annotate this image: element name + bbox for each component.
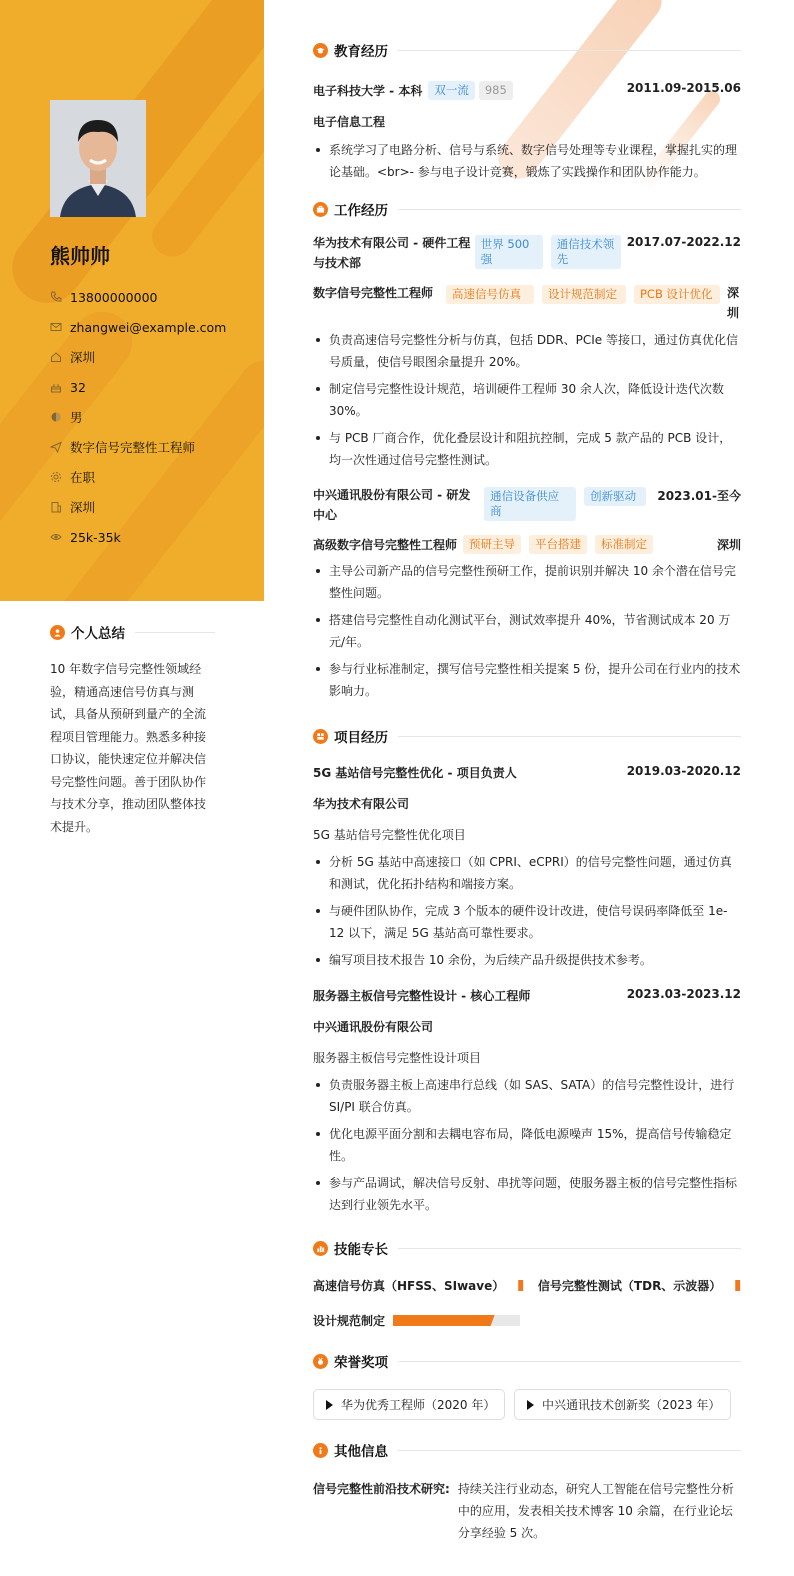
gender-text: 男 — [70, 410, 83, 425]
info-age — [50, 372, 226, 402]
project-bullets — [313, 1074, 741, 1216]
graduation-cap-icon — [313, 43, 328, 58]
list-item: 编写项目技术报告 10 余份，为后续产品升级提供技术参考。 — [313, 949, 741, 971]
info-location — [50, 342, 226, 372]
job-role-row — [313, 535, 741, 554]
contact-info-list — [50, 282, 226, 552]
other-label: 信号完整性前沿技术研究: — [313, 1482, 450, 1496]
skill-name: 信号完整性测试（TDR、示波器） — [537, 1279, 722, 1293]
company-name: 中兴通讯股份有限公司 - 研发中心 — [313, 488, 471, 522]
list-item: 主导公司新产品的信号完整性预研工作，提前识别并解决 10 余个潜在信号完整性问题。 — [313, 560, 741, 604]
job-role: 高级数字信号完整性工程师 — [313, 538, 458, 552]
main-content — [313, 40, 741, 1544]
project-bullets — [313, 851, 741, 971]
other-text: 持续关注行业动态，研究人工智能在信号完整性分析中的应用，发表相关技术博客 10 余篇，在行业论坛分享经验 5 次。 — [457, 1482, 734, 1540]
job-header — [313, 233, 741, 273]
home-icon — [50, 351, 62, 363]
info-target-city — [50, 492, 226, 522]
education-date: 2011.09-2015.06 — [626, 81, 741, 95]
honors-list — [313, 1389, 741, 1420]
job-bullets — [313, 560, 741, 702]
projects-section — [313, 726, 741, 1216]
other-section — [313, 1440, 741, 1544]
age-text: 32 — [70, 379, 86, 395]
job-bullets — [313, 329, 741, 471]
honor-item: 中兴通讯技术创新奖（2023 年） — [514, 1389, 731, 1420]
list-item: 分析 5G 基站中高速接口（如 CPRI、eCPRI）的信号完整性问题，通过仿真和测试，优化拓扑结构和端接方案。 — [313, 851, 741, 895]
list-item: 与硬件团队协作，完成 3 个版本的硬件设计改进，使信号误码率降低至 1e-12 以下，满足 5G 基站高可靠性要求。 — [313, 900, 741, 944]
gear-icon — [50, 471, 62, 483]
list-item: 搭建信号完整性自动化测试平台，测试效率提升 40%，节省测试成本 20 万元/年。 — [313, 609, 741, 653]
project-header — [313, 987, 741, 1004]
skill-level-bar — [393, 1315, 520, 1326]
skill-level-bar — [735, 1280, 741, 1291]
list-item: 优化电源平面分割和去耦电容布局，降低电源噪声 15%，提高信号传输稳定性。 — [313, 1123, 741, 1167]
job-date: 2023.01-至今 — [657, 489, 741, 503]
school-tag: 985 — [479, 81, 513, 100]
company-tag: 世界 500 强 — [475, 235, 543, 269]
list-item: 参与行业标准制定，撰写信号完整性相关提案 5 份，提升公司在行业内的技术影响力。 — [313, 658, 741, 702]
job-role-row — [313, 283, 741, 323]
project-icon — [313, 729, 328, 744]
skills-section — [313, 1238, 741, 1329]
project-name: 5G 基站信号完整性优化 - 项目负责人 — [313, 766, 517, 780]
candidate-name: 熊帅帅 — [50, 244, 110, 268]
honors-title: 荣誉奖项 — [313, 1351, 741, 1371]
position-text: 数字信号完整性工程师 — [70, 440, 196, 455]
job-city: 深圳 — [716, 538, 741, 552]
project-date: 2019.03-2020.12 — [626, 764, 741, 778]
sidebar-profile — [0, 0, 264, 601]
play-icon — [326, 1400, 333, 1410]
skill-fill — [393, 1315, 495, 1326]
skill-fill — [518, 1280, 523, 1291]
job-city: 深圳 — [727, 286, 740, 320]
education-bullets — [313, 139, 741, 183]
role-tag: PCB 设计优化 — [634, 285, 720, 304]
list-item: 与 PCB 厂商合作，优化叠层设计和阻抗控制，完成 5 款产品的 PCB 设计，均一次性通过信号完整性测试。 — [313, 427, 741, 471]
project-header — [313, 764, 741, 781]
list-item: 系统学习了电路分析、信号与系统、数字信号处理等专业课程，掌握扎实的理论基础。<br>- 参与电子设计竞赛，锻炼了实践操作和团队协作能力。 — [313, 139, 741, 183]
school-tag: 双一流 — [428, 81, 475, 100]
cake-icon — [50, 381, 62, 393]
info-status — [50, 462, 226, 492]
school-name: 电子科技大学 - 本科 — [313, 84, 423, 98]
eye-icon — [50, 531, 62, 543]
list-item: 制定信号完整性设计规范，培训硬件工程师 30 余人次，降低设计迭代次数 30%。 — [313, 378, 741, 422]
summary-section — [50, 622, 215, 838]
company-tag: 创新驱动 — [584, 487, 646, 506]
bar-chart-icon — [313, 1241, 328, 1256]
job-date: 2017.07-2022.12 — [626, 235, 741, 249]
target-city-text: 深圳 — [70, 500, 96, 515]
info-gender — [50, 402, 226, 432]
work-title: 工作经历 — [313, 199, 741, 219]
salary-text: 25k-35k — [70, 529, 121, 545]
projects-title: 项目经历 — [313, 726, 741, 746]
phone-text: 13800000000 — [70, 289, 158, 305]
info-email — [50, 312, 226, 342]
work-section — [313, 199, 741, 702]
company-tag: 通信技术领先 — [551, 235, 621, 269]
play-icon — [527, 1400, 534, 1410]
email-text: zhangwei@example.com — [70, 319, 227, 335]
gender-icon — [50, 411, 62, 423]
project-name: 服务器主板信号完整性设计 - 核心工程师 — [313, 989, 531, 1003]
other-row — [313, 1478, 741, 1544]
honor-item: 华为优秀工程师（2020 年） — [313, 1389, 505, 1420]
role-tag: 平台搭建 — [529, 535, 587, 554]
mail-icon — [50, 321, 62, 333]
list-item: 参与产品调试，解决信号反射、串扰等问题，使服务器主板的信号完整性指标达到行业领先水平。 — [313, 1172, 741, 1216]
role-tag: 高速信号仿真 — [446, 285, 534, 304]
building-icon — [50, 501, 62, 513]
info-icon — [313, 1443, 328, 1458]
briefcase-icon — [313, 202, 328, 217]
role-tag: 预研主导 — [463, 535, 521, 554]
company-tag: 通信设备供应商 — [484, 487, 576, 521]
list-item: 负责服务器主板上高速串行总线（如 SAS、SATA）的信号完整性设计，进行 SI/PI 联合仿真。 — [313, 1074, 741, 1118]
project-desc: 服务器主板信号完整性设计项目 — [313, 1051, 482, 1065]
education-title: 教育经历 — [313, 40, 741, 60]
info-salary — [50, 522, 226, 552]
education-section — [313, 40, 741, 183]
skill-name: 设计规范制定 — [313, 1314, 386, 1328]
company-name: 华为技术有限公司 - 硬件工程与技术部 — [313, 236, 471, 270]
major: 电子信息工程 — [313, 115, 386, 129]
other-title: 其他信息 — [313, 1440, 741, 1460]
skill-name: 高速信号仿真（HFSS、SIwave） — [313, 1279, 505, 1293]
project-company: 中兴通讯股份有限公司 — [313, 1020, 434, 1034]
user-icon — [50, 625, 65, 640]
info-phone — [50, 282, 226, 312]
summary-title: 个人总结 — [50, 622, 215, 642]
phone-icon — [50, 291, 62, 303]
list-item: 负责高速信号完整性分析与仿真，包括 DDR、PCIe 等接口，通过仿真优化信号质量，使信号眼图余量提升 20%。 — [313, 329, 741, 373]
send-icon — [50, 441, 62, 453]
project-date: 2023.03-2023.12 — [626, 987, 741, 1001]
role-tag: 标准制定 — [595, 535, 653, 554]
project-desc: 5G 基站信号完整性优化项目 — [313, 828, 466, 842]
honors-section — [313, 1351, 741, 1420]
avatar — [50, 100, 146, 217]
skill-row — [313, 1277, 741, 1294]
education-header — [313, 81, 741, 100]
skills-title: 技能专长 — [313, 1238, 741, 1258]
status-text: 在职 — [70, 470, 96, 485]
project-company: 华为技术有限公司 — [313, 797, 410, 811]
skill-level-bar — [518, 1280, 524, 1291]
skill-row — [313, 1312, 741, 1329]
medal-icon — [313, 1354, 328, 1369]
location-text: 深圳 — [70, 350, 96, 365]
job-role: 数字信号完整性工程师 — [313, 286, 434, 300]
skill-fill — [735, 1280, 740, 1291]
role-tag: 设计规范制定 — [542, 285, 626, 304]
summary-text: 10 年数字信号完整性领域经验，精通高速信号仿真与测试，具备从预研到量产的全流程项目管理能力。熟悉多种接口协议，能快速定位并解决信号完整性问题。善于团队协作与技术分享，推动团队整体技术提升。 — [50, 662, 207, 834]
job-header — [313, 485, 741, 525]
info-position — [50, 432, 226, 462]
